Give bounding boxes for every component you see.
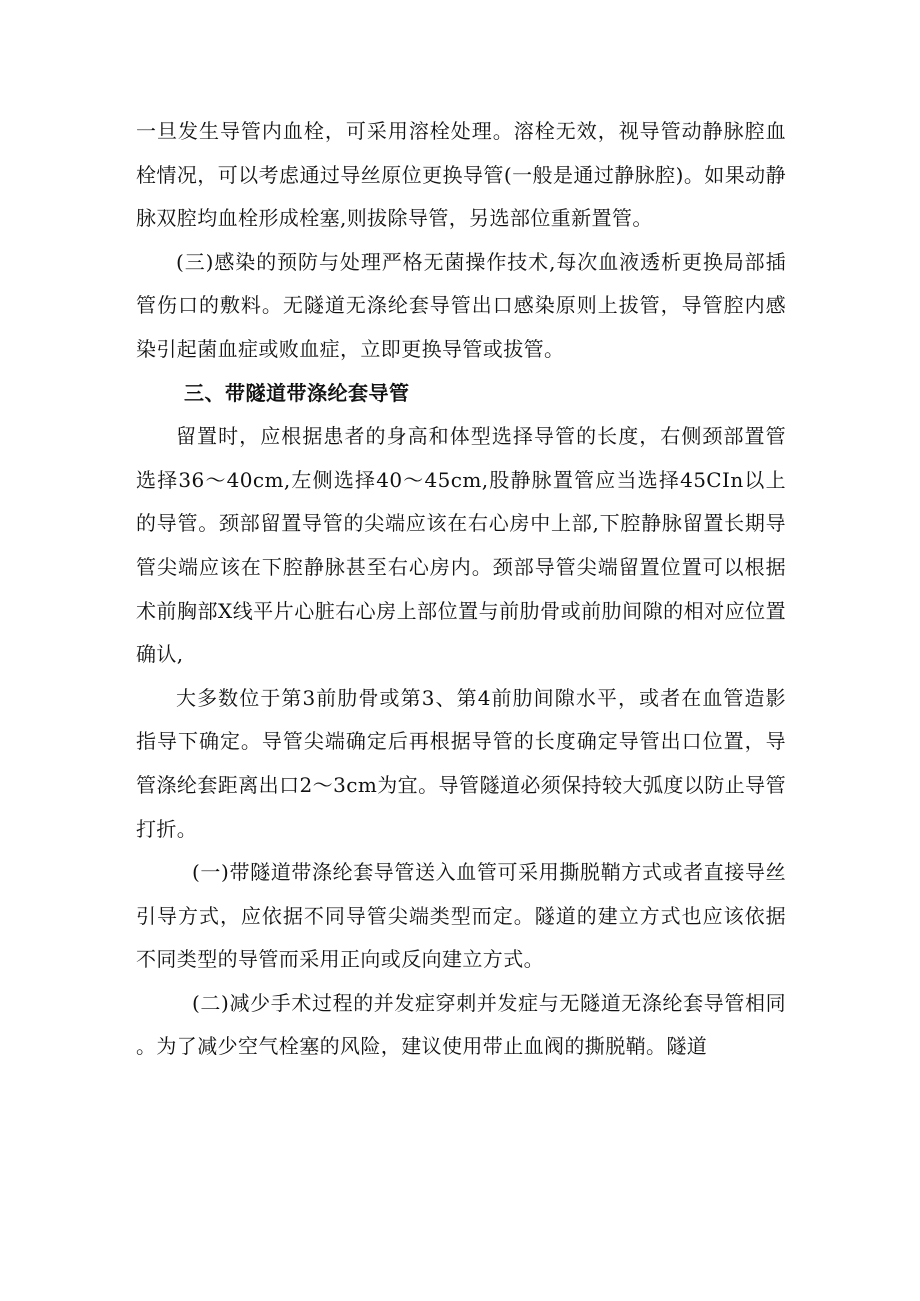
paragraph-catheter-length: 留置时，应根据患者的身高和体型选择导管的长度，右侧颈部置管选择36～40cm,左侧选择40～45cm,股静脉置管应当选择45CIn以上的导管。颈部留置导管的尖端应该在右心房中上部,下腔静脉留置长期导管尖端应该在下腔静脉甚至右心房内。颈部导管尖端留置位置可以根据术前胸部X线平片心脏右心房上部位置与前肋骨或前肋间隙的相对应位置确认, — [136, 424, 786, 667]
paragraph-insertion-method: (一)带隧道带涤纶套导管送入血管可采用撕脱鞘方式或者直接导丝引导方式，应依据不同导管尖端类型而定。隧道的建立方式也应该依据不同类型的导管而采用正向或反向建立方式。 — [136, 860, 786, 972]
paragraph-tip-position: 大多数位于第3前肋骨或第3、第4前肋间隙水平，或者在血管造影指导下确定。导管尖端确定后再根据导管的长度确定导管出口位置，导管涤纶套距离出口2～3cm为宜。导管隧道必须保持较大弧度以防止导管打折。 — [136, 685, 786, 841]
paragraph-infection-prevention: (三)感染的预防与处理严格无菌操作技术,每次血液透析更换局部插管伤口的敷料。无隧道无涤纶套导管出口感染原则上拔管，导管腔内感染引起菌血症或败血症，立即更换导管或拔管。 — [136, 249, 786, 361]
document-body — [136, 110, 786, 1069]
paragraph-complications: (二)减少手术过程的并发症穿刺并发症与无隧道无涤纶套导管相同。为了减少空气栓塞的风险，建议使用带止血阀的撕脱鞘。隧道 — [136, 990, 786, 1059]
section-heading: 三、带隧道带涤纶套导管 — [184, 380, 410, 405]
paragraph-thrombosis-handling: 一旦发生导管内血栓，可采用溶栓处理。溶栓无效，视导管动静脉腔血栓情况，可以考虑通过导丝原位更换导管(一般是通过静脉腔)。如果动静脉双腔均血栓形成栓塞,则拔除导管，另选部位重新置管。 — [136, 119, 786, 231]
